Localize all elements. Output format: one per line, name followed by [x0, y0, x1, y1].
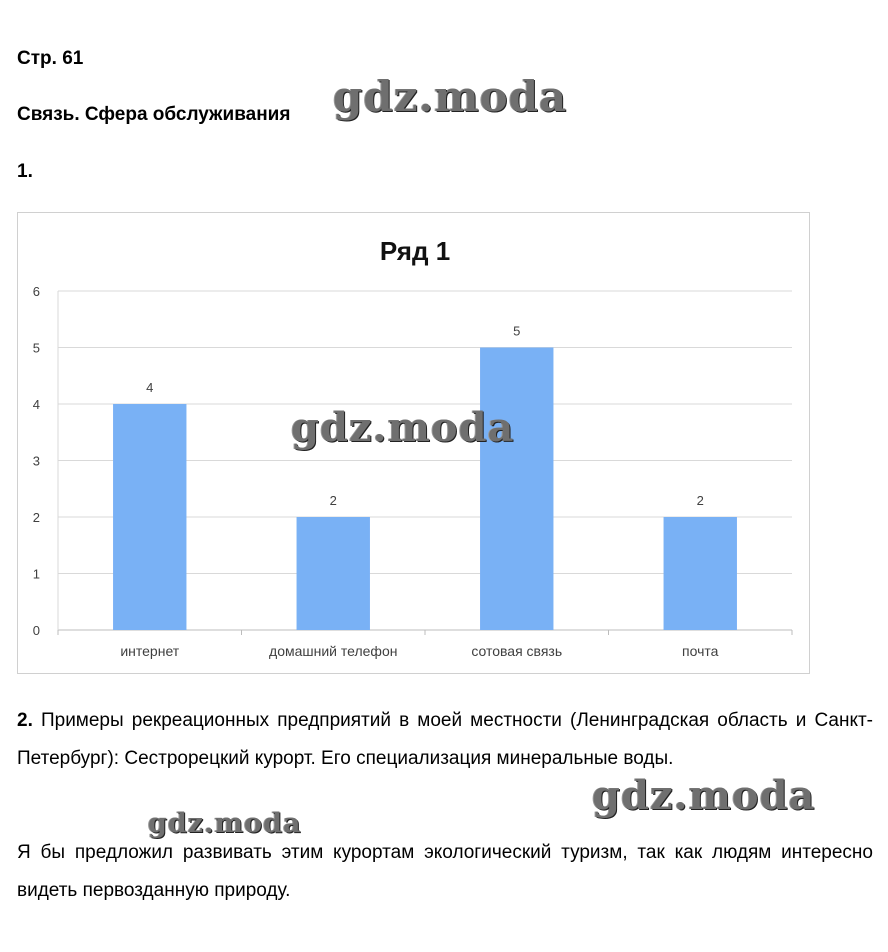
task-2-text: Примеры рекреационных предприятий в моей местности (Ленинградская область и Санкт-Петербург): Сестрорецкий курорт. Его специализация минеральные воды.: [17, 710, 873, 769]
category-label: почта: [682, 643, 719, 659]
category-label: интернет: [120, 643, 180, 659]
y-tick-label: 2: [32, 510, 40, 525]
bar: [297, 517, 370, 630]
watermark: gdz.moda: [333, 72, 568, 121]
chart-title: Ряд 1: [379, 236, 451, 266]
watermark: gdz.moda: [148, 808, 302, 839]
watermark: gdz.moda: [291, 404, 515, 451]
bar: [664, 517, 737, 630]
data-label: 2: [696, 493, 704, 508]
section-title: Связь. Сфера обслуживания: [17, 104, 291, 125]
task-2-number: 2.: [17, 710, 33, 731]
data-label: 5: [513, 323, 521, 339]
y-tick-label: 4: [32, 397, 40, 412]
category-label: домашний телефон: [269, 643, 398, 659]
y-tick-label: 0: [32, 623, 40, 638]
y-tick-label: 3: [32, 453, 40, 469]
task-2-followup: Я бы предложил развивать этим курортам экологический туризм, так как людям интересно видеть первозданную природу.: [17, 842, 873, 901]
y-tick-label: 5: [32, 340, 40, 356]
bar: [113, 404, 186, 630]
bar: [480, 348, 553, 631]
category-label: сотовая связь: [471, 643, 563, 659]
task-2-paragraph: [17, 702, 873, 778]
page-label: Стр. 61: [17, 48, 84, 69]
y-tick-label: 1: [32, 566, 40, 582]
watermark: gdz.moda: [592, 772, 816, 819]
task-1-number: 1.: [17, 161, 33, 182]
data-label: 4: [146, 380, 154, 395]
data-label: 2: [329, 493, 337, 508]
y-tick-label: 6: [32, 284, 40, 299]
